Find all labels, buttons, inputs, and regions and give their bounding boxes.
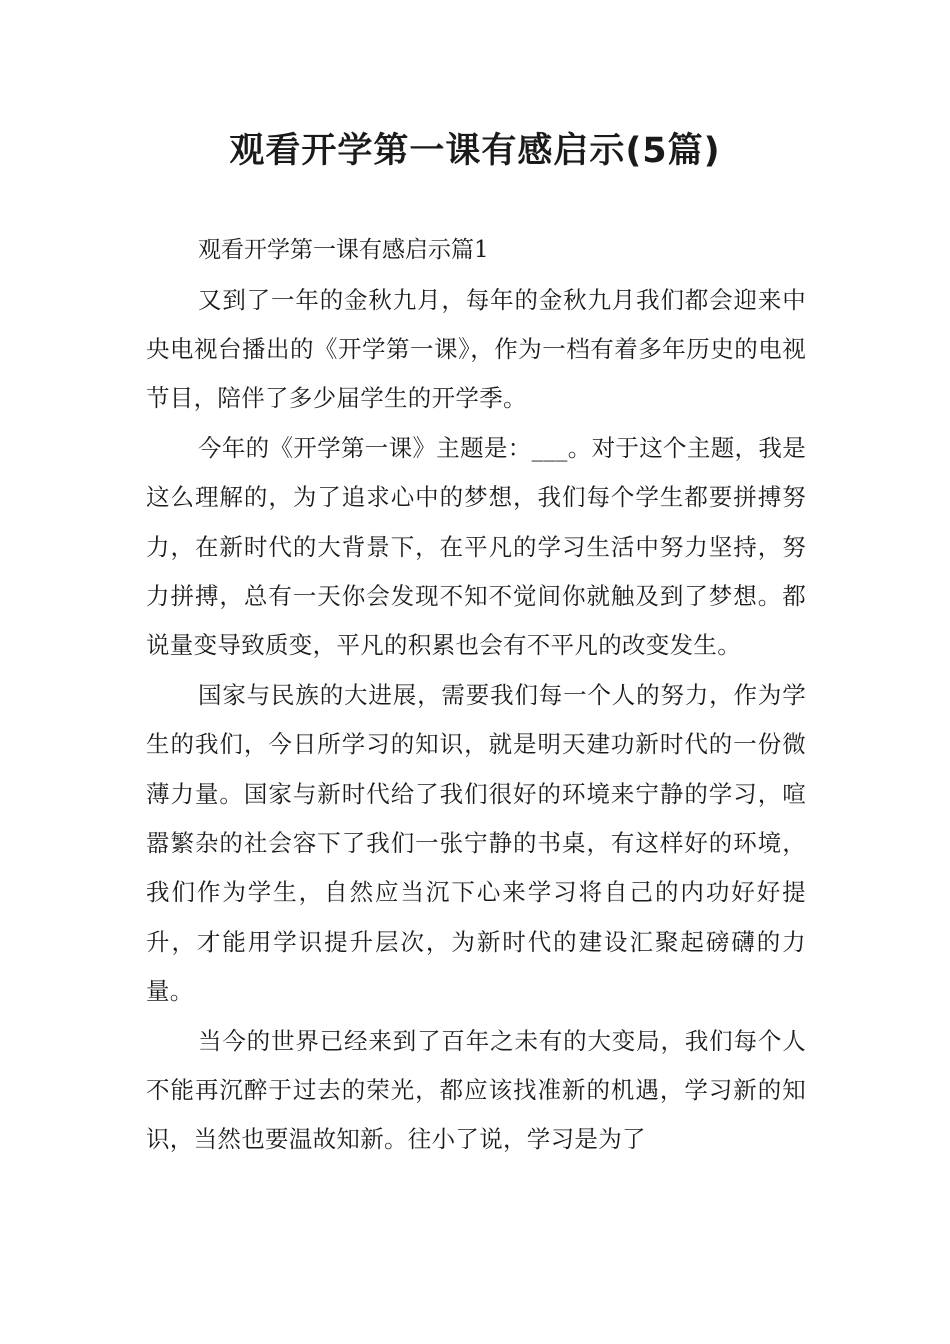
paragraph-1: 又到了一年的金秋九月，每年的金秋九月我们都会迎来中央电视台播出的《开学第一课》，作为一档有着多年历史的电视节目，陪伴了多少届学生的开学季。 — [146, 285, 806, 413]
paragraph-3: 国家与民族的大进展，需要我们每一个人的努力，作为学生的我们，今日所学习的知识，就是明天建功新时代的一份微薄力量。国家与新时代给了我们很好的环境来宁静的学习，喧嚣繁杂的社会容下了我们一张宁静的书桌，有这样好的环境，我们作为学生，自然应当沉下心来学习将自己的内功好好提升，才能用学识提升层次，为新时代的建设汇聚起磅礴的力量。 — [146, 680, 806, 1006]
document-body — [146, 226, 806, 1165]
paragraph-2: 今年的《开学第一课》主题是：___。对于这个主题，我是这么理解的，为了追求心中的梦想，我们每个学生都要拼搏努力，在新时代的大背景下，在平凡的学习生活中努力坚持，努力拼搏，总有一天你会发现不知不觉间你就触及到了梦想。都说量变导致质变，平凡的积累也会有不平凡的改变发生。 — [146, 433, 806, 660]
paragraph-4: 当今的世界已经来到了百年之未有的大变局，我们每个人不能再沉醉于过去的荣光，都应该找准新的机遇，学习新的知识，当然也要温故知新。往小了说，学习是为了 — [146, 1026, 806, 1154]
document-title: 观看开学第一课有感启示(5篇) — [229, 131, 721, 171]
section-heading: 观看开学第一课有感启示篇1 — [198, 237, 489, 263]
